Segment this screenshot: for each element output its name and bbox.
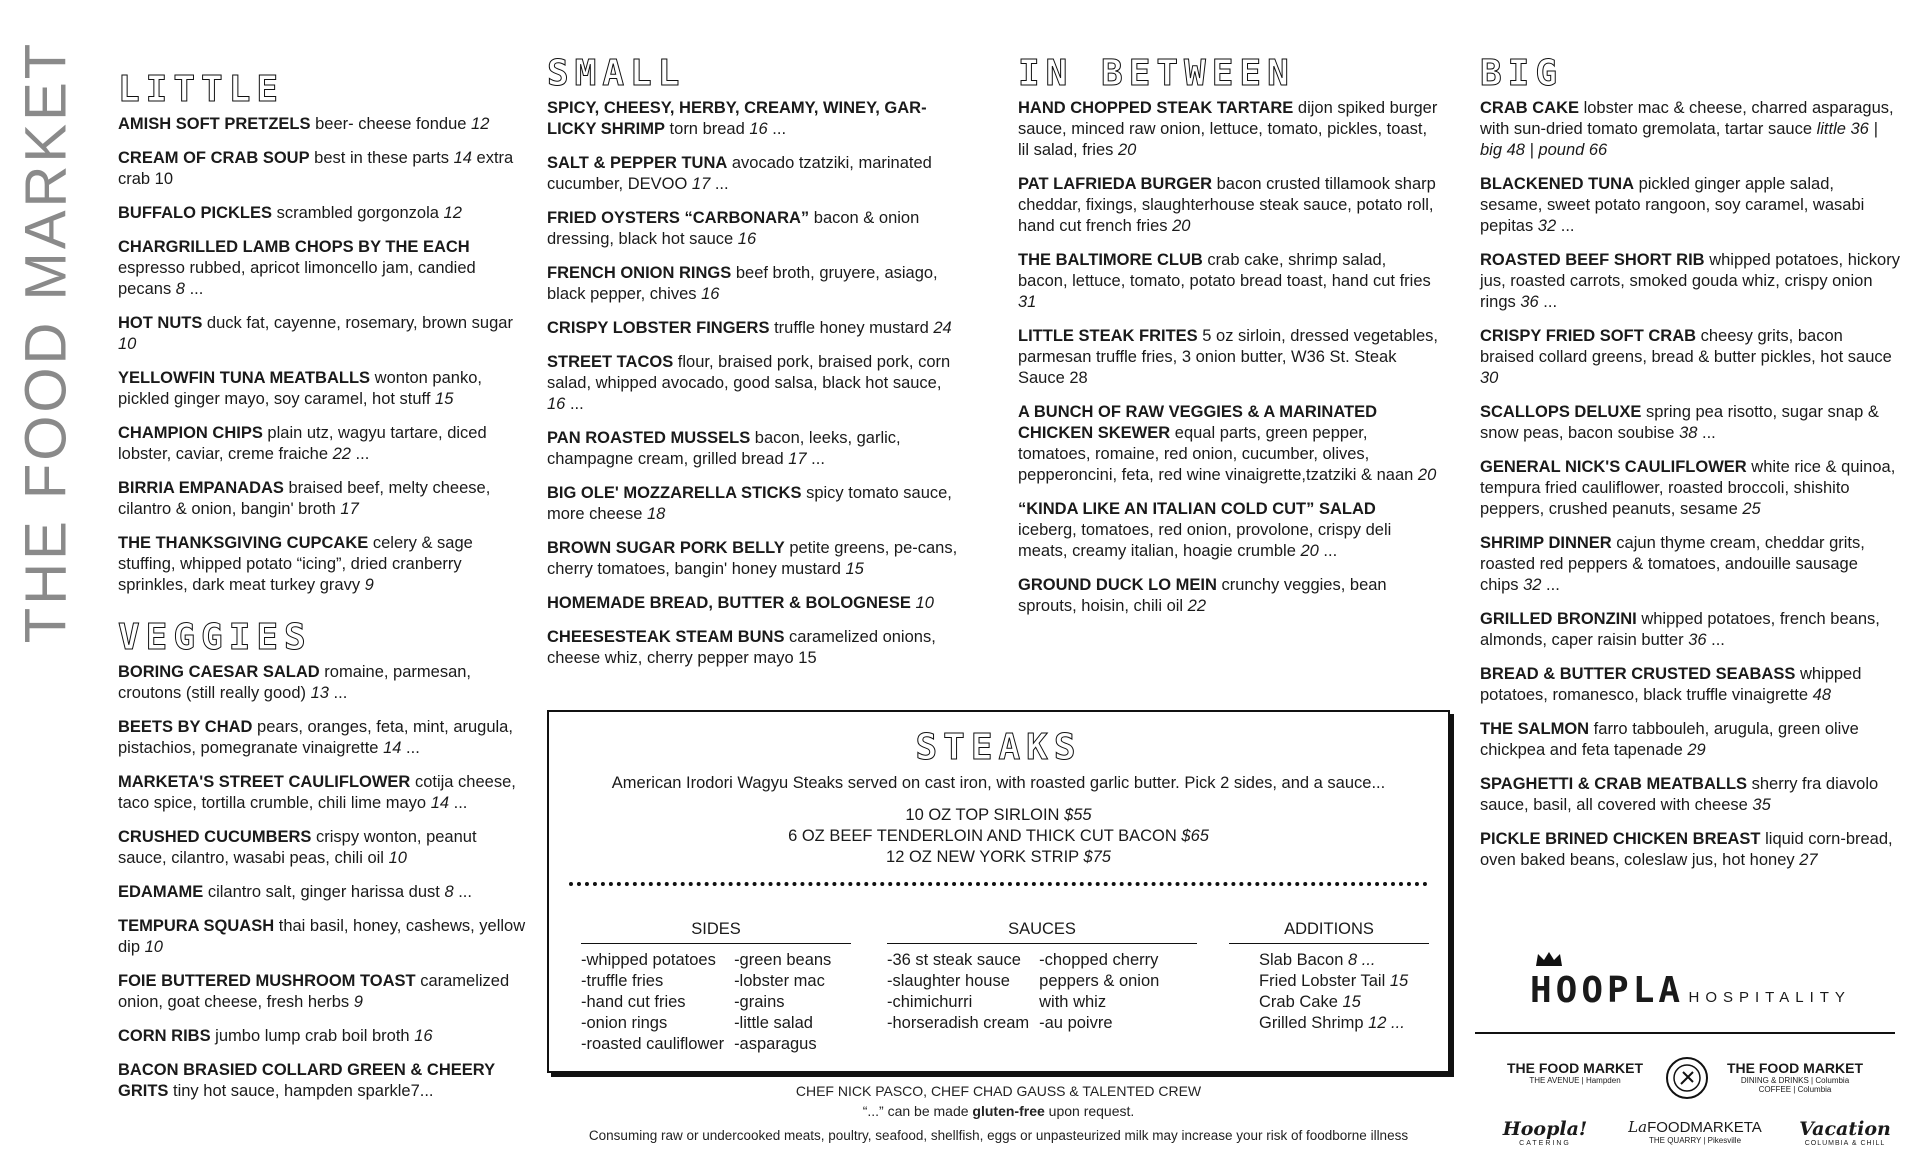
veggies-heading: VEGGIES: [118, 617, 312, 658]
menu-item-desc: braised beef, melty cheese, cilantro & onion, bangin' broth: [118, 479, 491, 518]
menu-item-name: STREET TACOS: [547, 353, 674, 371]
menu-item-desc: pears, oranges, feta, mint, arugula, pistachios, pomegranate vinaigrette: [118, 718, 513, 757]
menu-item-name: PICKLE BRINED CHICKEN BREAST: [1480, 830, 1761, 848]
menu-item-name: BLACKENED TUNA: [1480, 175, 1634, 193]
menu-item-desc: scrambled gorgonzola: [272, 204, 444, 222]
menu-item-name: LITTLE STEAK FRITES: [1018, 327, 1198, 345]
sauces-heading: SAUCES: [887, 920, 1197, 944]
menu-item-desc: torn bread: [664, 120, 750, 138]
menu-item-price: little 36 | big 48 | pound 66: [1480, 120, 1878, 159]
food-safety-warning: Consuming raw or undercooked meats, poultry, seafood, shellfish, eggs or unpasteurized milk may increase your risk of foodborne illness: [588, 1128, 1409, 1143]
menu-item: [1480, 719, 1900, 761]
steaks-intro: American Irodori Wagyu Steaks served on cast iron, with roasted garlic butter. Pick 2 sides, and a sauce...: [611, 774, 1386, 792]
menu-item-price: 20: [1417, 466, 1437, 484]
menu-item-desc: spicy tomato sauce, more cheese: [547, 484, 952, 523]
menu-item: [1480, 533, 1900, 596]
menu-item: [118, 1060, 528, 1102]
menu-item-tail: ...: [1318, 542, 1338, 560]
menu-item-desc: best in these parts: [309, 149, 454, 167]
menu-item: [1018, 326, 1438, 389]
in-between-list: [1018, 98, 1438, 617]
menu-item: [1480, 326, 1900, 389]
menu-item-price: 24: [933, 319, 952, 337]
menu-item-tail: ...: [1538, 293, 1558, 311]
menu-item-price: 9: [364, 576, 374, 594]
menu-item-name: AMISH SOFT PRETZELS: [118, 115, 311, 133]
menu-item: [547, 593, 962, 614]
menu-item-desc: cajun thyme cream, cheddar grits, roasted red peppers & tomatoes, andouille sausage chips: [1480, 534, 1865, 594]
menu-item-tail: ...: [328, 684, 348, 702]
menu-item-price: 14: [453, 149, 472, 167]
menu-item-name: GROUND DUCK LO MEIN: [1018, 576, 1217, 594]
menu-item-tail: ...: [184, 280, 204, 298]
menu-item-price: 22: [332, 445, 351, 463]
sides-block: [581, 920, 851, 1055]
menu-item-name: BROWN SUGAR PORK BELLY: [547, 539, 785, 557]
menu-item-price: 15: [435, 390, 454, 408]
menu-item-name: FRIED OYSTERS “CARBONARA”: [547, 209, 810, 227]
steak-line: 6 OZ BEEF TENDERLOIN AND THICK CUT BACON $65: [788, 827, 1209, 845]
menu-item-price: 18: [646, 505, 666, 523]
menu-item-desc: caramelized onion, goat cheese, fresh herbs: [118, 972, 510, 1011]
addition-item: Slab Bacon 8 ...: [1259, 951, 1376, 969]
menu-item: [118, 313, 518, 355]
food-market-columbia-logo: THE FOOD MARKET DINING & DRINKS | Columbia COFFEE | Columbia: [1726, 1060, 1864, 1094]
menu-item-name: PAN ROASTED MUSSELS: [547, 429, 751, 447]
veggies-section: [118, 618, 528, 1115]
menu-item-desc: caramelized onions, cheese whiz, cherry pepper mayo 15: [547, 628, 936, 667]
small-section: [547, 54, 962, 682]
menu-item: [118, 114, 518, 135]
menu-item-desc: plain utz, wagyu tartare, diced lobster, caviar, creme fraiche: [118, 424, 487, 463]
menu-item-price: 32: [1537, 217, 1557, 235]
menu-item-tail: ...: [449, 794, 468, 812]
menu-item-name: GRILLED BRONZINI: [1480, 610, 1637, 628]
menu-item-desc: 5 oz sirloin, dressed vegetables, parmesan truffle fries, 3 onion butter, W36 St. Steak Sauce 28: [1018, 327, 1438, 387]
menu-item-price: 35: [1752, 796, 1771, 814]
menu-item-name: BIG OLE' MOZZARELLA STICKS: [547, 484, 802, 502]
menu-item-name: THE THANKSGIVING CUPCAKE: [118, 534, 369, 552]
menu-item: [118, 368, 518, 410]
menu-item-name: SHRIMP DINNER: [1480, 534, 1612, 552]
menu-item-desc: crispy wonton, peanut sauce, cilantro, wasabi peas, chili oil: [118, 828, 477, 867]
menu-item-price: 29: [1687, 741, 1706, 759]
menu-item: [1018, 575, 1438, 617]
menu-item: [1018, 174, 1438, 237]
menu-item-tail: ...: [565, 395, 584, 413]
hoopla-wordmark: HOOPLA: [1530, 970, 1685, 1011]
menu-item-name: YELLOWFIN TUNA MEATBALLS: [118, 369, 371, 387]
menu-item: [118, 478, 518, 520]
menu-item-name: SPAGHETTI & CRAB MEATBALLS: [1480, 775, 1748, 793]
menu-item-name: CRAB CAKE: [1480, 99, 1579, 117]
menu-item-price: 32: [1523, 576, 1542, 594]
menu-item-price: 16: [701, 285, 720, 303]
hospitality-wordmark: HOSPITALITY: [1688, 989, 1851, 1006]
menu-item: [1480, 774, 1900, 816]
steaks-box: [547, 710, 1450, 1073]
menu-item-name: CHAMPION CHIPS: [118, 424, 263, 442]
menu-item: [547, 428, 962, 470]
veggies-list: [118, 662, 528, 1102]
menu-item-desc: wonton panko, pickled ginger mayo, soy caramel, hot stuff: [118, 369, 482, 408]
menu-item-name: CRISPY FRIED SOFT CRAB: [1480, 327, 1697, 345]
menu-item-price: 16: [414, 1027, 433, 1045]
menu-item-name: HOMEMADE BREAD, BUTTER & BOLOGNESE: [547, 594, 911, 612]
menu-item-desc: cotija cheese, taco spice, tortilla crumble, chili lime mayo: [118, 773, 516, 812]
side-title-text: THE FOOD MARKET: [13, 40, 79, 644]
in-between-section: [1018, 54, 1438, 630]
menu-item: [1480, 402, 1900, 444]
menu-item-desc: truffle honey mustard: [769, 319, 934, 337]
brand-divider: [1475, 1032, 1895, 1034]
vacation-logo: Vacation COLUMBIA & CHILL: [1799, 1118, 1891, 1147]
menu-item: [118, 237, 518, 300]
menu-item: [118, 1026, 528, 1047]
menu-item-name: FOIE BUTTERED MUSHROOM TOAST: [118, 972, 416, 990]
menu-item-name: CRISPY LOBSTER FINGERS: [547, 319, 770, 337]
menu-item: [118, 423, 518, 465]
menu-item-tail: ...: [806, 450, 825, 468]
menu-item-tail: ...: [1541, 576, 1560, 594]
menu-item-price: 14: [383, 739, 402, 757]
menu-item-price: 22: [1187, 597, 1207, 615]
menu-item-price: 16: [547, 395, 566, 413]
addition-item: Fried Lobster Tail 15: [1259, 972, 1409, 990]
menu-item-price: 17: [691, 175, 711, 193]
menu-item-price: 20: [1300, 542, 1319, 560]
menu-item-price: 17: [788, 450, 807, 468]
steaks-heading: STEAKS: [915, 727, 1082, 768]
menu-item-desc: whipped potatoes, hickory jus, roasted carrots, smoked gouda whiz, crispy onion rings: [1480, 251, 1900, 311]
steak-line: 10 OZ TOP SIRLOIN $55: [905, 806, 1092, 824]
menu-item-tail: ...: [350, 445, 370, 463]
side-title: [13, 28, 79, 656]
sides-heading: SIDES: [581, 920, 851, 944]
crown-icon: [1534, 950, 1564, 968]
menu-item-name: BUFFALO PICKLES: [118, 204, 273, 222]
menu-item-name: A BUNCH OF RAW VEGGIES & A MARINATED CHICKEN SKEWER: [1018, 403, 1378, 442]
menu-item-price: 30: [1480, 369, 1499, 387]
in-between-heading: IN BETWEEN: [1018, 53, 1295, 94]
menu-item-desc: espresso rubbed, apricot limoncello jam, candied pecans: [118, 259, 476, 298]
sauces-col-1: -36 st steak sauce -slaughter house -chimichurri -horseradish cream: [887, 951, 1030, 1032]
menu-item-price: 17: [340, 500, 359, 518]
menu-item-desc: lobster mac & cheese, charred asparagus, with sun-dried tomato gremolata, tartar sauce: [1480, 99, 1894, 138]
menu-item-price: 8: [175, 280, 185, 298]
little-section: [118, 70, 518, 609]
menu-item-name: SCALLOPS DELUXE: [1480, 403, 1642, 421]
additions-heading: ADDITIONS: [1229, 920, 1429, 944]
little-list: [118, 114, 518, 596]
menu-item-desc: liquid corn-bread, oven baked beans, coleslaw jus, hot honey: [1480, 830, 1893, 869]
menu-item-desc: thai basil, honey, cashews, yellow dip: [118, 917, 526, 956]
menu-item: [1480, 250, 1900, 313]
small-heading: SMALL: [547, 53, 686, 94]
menu-item: [118, 662, 528, 704]
menu-item-name: THE BALTIMORE CLUB: [1018, 251, 1203, 269]
menu-item: [547, 538, 962, 580]
gluten-free-note: “...” can be made gluten-free upon request.: [862, 1103, 1135, 1119]
menu-item-price: 27: [1799, 851, 1818, 869]
menu-item-desc: equal parts, green pepper, tomatoes, romaine, red onion, cucumber, olives, pepperoncini, feta, red wine vinaigrette,tzatziki & naan: [1018, 424, 1418, 484]
menu-item-desc: romaine, parmesan, croutons (still really good): [118, 663, 472, 702]
menu-item-desc: whipped potatoes, romanesco, black truffle vinaigrette: [1480, 665, 1862, 704]
menu-item-price: 10: [144, 938, 163, 956]
menu-item-desc: pickled ginger apple salad, sesame, sweet potato rangoon, soy caramel, wasabi pepitas: [1480, 175, 1865, 235]
menu-item-desc: sherry fra diavolo sauce, basil, all covered with cheese: [1480, 775, 1879, 814]
menu-item-desc: cheesy grits, bacon braised collard greens, bread & butter pickles, hot sauce: [1480, 327, 1892, 366]
menu-item-price: 15: [845, 560, 864, 578]
menu-item-price: 12: [471, 115, 490, 133]
menu-item-price: 10: [118, 335, 137, 353]
menu-item-price: 20: [1172, 217, 1191, 235]
menu-item-desc: avocado tzatziki, marinated cucumber, DEVOO: [547, 154, 932, 193]
little-heading: LITTLE: [118, 69, 285, 110]
hoopla-catering-logo: Hoopla! CATERING: [1502, 1118, 1588, 1147]
menu-item-desc: whipped potatoes, french beans, almonds, caper raisin butter: [1480, 610, 1880, 649]
menu-item-name: CORN RIBS: [118, 1027, 211, 1045]
menu-item-tail: ...: [1697, 424, 1716, 442]
menu-item-price: 38: [1679, 424, 1698, 442]
menu-item-price: 12: [443, 204, 462, 222]
menu-item: [1480, 829, 1900, 871]
menu-item-name: HAND CHOPPED STEAK TARTARE: [1018, 99, 1294, 117]
menu-item-price: 20: [1117, 141, 1137, 159]
sauces-col-2: -chopped cherry peppers & onion with whiz -au poivre: [1039, 951, 1160, 1032]
menu-item-price: 36: [1520, 293, 1539, 311]
menu-item-desc: duck fat, cayenne, rosemary, brown sugar: [202, 314, 513, 332]
menu-item: [547, 318, 962, 339]
menu-item-desc: jumbo lump crab boil broth: [210, 1027, 415, 1045]
menu-item-name: THE SALMON: [1480, 720, 1590, 738]
menu-item-name: HOT NUTS: [118, 314, 203, 332]
menu-item-name: SPICY, CHEESY, HERBY, CREAMY, WINEY, GAR-LICKY SHRIMP: [547, 99, 927, 138]
menu-item-name: BORING CAESAR SALAD: [118, 663, 320, 681]
menu-item-name: MARKETA'S STREET CAULIFLOWER: [118, 773, 411, 791]
menu-item-desc: beef broth, gruyere, asiago, black pepper, chives: [547, 264, 938, 303]
steaks-lines: [549, 805, 1448, 868]
dotted-divider: [569, 882, 1428, 886]
menu-item-price: 16: [749, 120, 768, 138]
sauces-block: [887, 920, 1197, 1034]
menu-item: [547, 627, 962, 669]
menu-item: [1018, 402, 1438, 486]
menu-item-name: PAT LAFRIEDA BURGER: [1018, 175, 1213, 193]
menu-item-tail: ...: [1706, 631, 1725, 649]
menu-item: [1018, 250, 1438, 313]
sides-col-1: -whipped potatoes -truffle fries -hand cut fries -onion rings -roasted cauliflower: [581, 951, 725, 1053]
menu-item-name: BEETS BY CHAD: [118, 718, 253, 736]
big-section: [1480, 54, 1900, 884]
menu-item: [118, 772, 528, 814]
menu-item-desc: flour, braised pork, braised pork, corn salad, whipped avocado, good salsa, black hot sauce,: [547, 353, 951, 392]
menu-item-price: 14: [430, 794, 450, 812]
big-heading: BIG: [1480, 53, 1564, 94]
menu-item: [1480, 609, 1900, 651]
menu-item-desc: crab cake, shrimp salad, bacon, lettuce, tomato, potato bread toast, hand cut fries: [1018, 251, 1431, 290]
menu-item-tail: ...: [401, 739, 420, 757]
menu-item-price: 9: [353, 993, 363, 1011]
menu-item-desc: bacon & onion dressing, black hot sauce: [547, 209, 920, 248]
menu-item: [1018, 499, 1438, 562]
seal-icon: [1665, 1056, 1709, 1100]
menu-item-name: ROASTED BEEF SHORT RIB: [1480, 251, 1705, 269]
la-food-marketa-logo: LaFOODMARKETA THE QUARRY | Pikesville: [1628, 1118, 1762, 1145]
menu-item-name: FRENCH ONION RINGS: [547, 264, 732, 282]
menu-item-name: GENERAL NICK'S CAULIFLOWER: [1480, 458, 1747, 476]
chef-credits: CHEF NICK PASCO, CHEF CHAD GAUSS & TALENTED CREW: [795, 1083, 1202, 1099]
menu-item-name: BIRRIA EMPANADAS: [118, 479, 284, 497]
menu-item: [547, 352, 962, 415]
menu-item: [118, 717, 528, 759]
menu-item-price: 48: [1812, 686, 1831, 704]
menu-item-desc: cilantro salt, ginger harissa dust: [203, 883, 445, 901]
menu-item: [547, 208, 962, 250]
menu-item-price: 10: [388, 849, 407, 867]
menu-item: [118, 827, 528, 869]
sides-col-2: -green beans -lobster mac -grains -little salad -asparagus: [734, 951, 832, 1053]
food-market-hampden-logo: THE FOOD MARKET THE AVENUE | Hampden: [1506, 1060, 1644, 1085]
menu-item-desc: farro tabbouleh, arugula, green olive chickpea and feta tapenade: [1480, 720, 1859, 759]
menu-item-desc: tiny hot sauce, hampden sparkle7...: [168, 1082, 434, 1100]
menu-item: [547, 483, 962, 525]
menu-item-tail: ...: [767, 120, 787, 138]
menu-item-desc: iceberg, tomatoes, red onion, provolone, crispy deli meats, creamy italian, hoagie crumble: [1018, 521, 1392, 560]
menu-item-tail: ...: [710, 175, 729, 193]
menu-item: [118, 533, 518, 596]
menu-item: [1480, 98, 1900, 161]
steak-line: 12 OZ NEW YORK STRIP $75: [886, 848, 1111, 866]
menu-item-name: CHEESESTEAK STEAM BUNS: [547, 628, 785, 646]
menu-item-desc: bacon, leeks, garlic, champagne cream, grilled bread: [547, 429, 901, 468]
menu-item: [1480, 457, 1900, 520]
menu-item-name: CREAM OF CRAB SOUP: [118, 149, 310, 167]
menu-item-desc: petite greens, pe-cans, cherry tomatoes, bangin' honey mustard: [547, 539, 958, 578]
menu-item-name: “KINDA LIKE AN ITALIAN COLD CUT” SALAD: [1018, 500, 1376, 518]
menu-item-desc: beer- cheese fondue: [310, 115, 472, 133]
menu-item-tail: ...: [1556, 217, 1575, 235]
menu-item-price: 13: [310, 684, 329, 702]
menu-item-desc: crunchy veggies, bean sprouts, hoisin, chili oil: [1018, 576, 1387, 615]
big-list: [1480, 98, 1900, 871]
menu-item-tail: extra crab 10: [118, 149, 514, 188]
menu-item: [118, 882, 528, 903]
menu-item-desc: dijon spiked burger sauce, minced raw onion, lettuce, tomato, pickles, toast, lil salad, fries: [1018, 99, 1438, 159]
menu-item: [547, 98, 962, 140]
menu-item-price: 25: [1742, 500, 1761, 518]
menu-item-name: CRUSHED CUCUMBERS: [118, 828, 312, 846]
menu-item-name: BACON BRASIED COLLARD GREEN & CHEERY GRITS: [118, 1061, 495, 1100]
menu-item-desc: white rice & quinoa, tempura fried cauliflower, roasted broccoli, shishito peppers, crushed peanuts, sesame: [1480, 458, 1896, 518]
menu-item: [118, 203, 518, 224]
menu-item: [1018, 98, 1438, 161]
menu-item-name: TEMPURA SQUASH: [118, 917, 275, 935]
menu-item-name: BREAD & BUTTER CRUSTED SEABASS: [1480, 665, 1796, 683]
menu-item: [118, 148, 518, 190]
menu-item-price: 10: [915, 594, 934, 612]
menu-item: [118, 971, 528, 1013]
menu-item: [1480, 174, 1900, 237]
menu-item-name: SALT & PEPPER TUNA: [547, 154, 728, 172]
menu-item-price: 36: [1688, 631, 1707, 649]
menu-item-tail: ...: [453, 883, 472, 901]
menu-item-name: EDAMAME: [118, 883, 204, 901]
menu-item-desc: bacon crusted tillamook sharp cheddar, fixings, slaughterhouse steak sauce, potato roll, hand cut french fries: [1018, 175, 1436, 235]
addition-item: Grilled Shrimp 12 ...: [1259, 1014, 1405, 1032]
additions-block: [1229, 920, 1429, 1034]
menu-item-desc: celery & sage stuffing, whipped potato “icing”, dried cranberry sprinkles, dark meat turkey gravy: [118, 534, 473, 594]
menu-item-price: 16: [737, 230, 757, 248]
menu-item: [118, 916, 528, 958]
menu-item-name: CHARGRILLED LAMB CHOPS BY THE EACH: [118, 238, 470, 256]
menu-item: [1480, 664, 1900, 706]
menu-item: [547, 263, 962, 305]
menu-item-desc: spring pea risotto, sugar snap & snow peas, bacon soubise: [1480, 403, 1879, 442]
menu-item-price: 31: [1018, 293, 1037, 311]
addition-item: Crab Cake 15: [1259, 993, 1361, 1011]
small-list: [547, 98, 962, 669]
menu-item: [547, 153, 962, 195]
menu-item-price: 8: [444, 883, 454, 901]
